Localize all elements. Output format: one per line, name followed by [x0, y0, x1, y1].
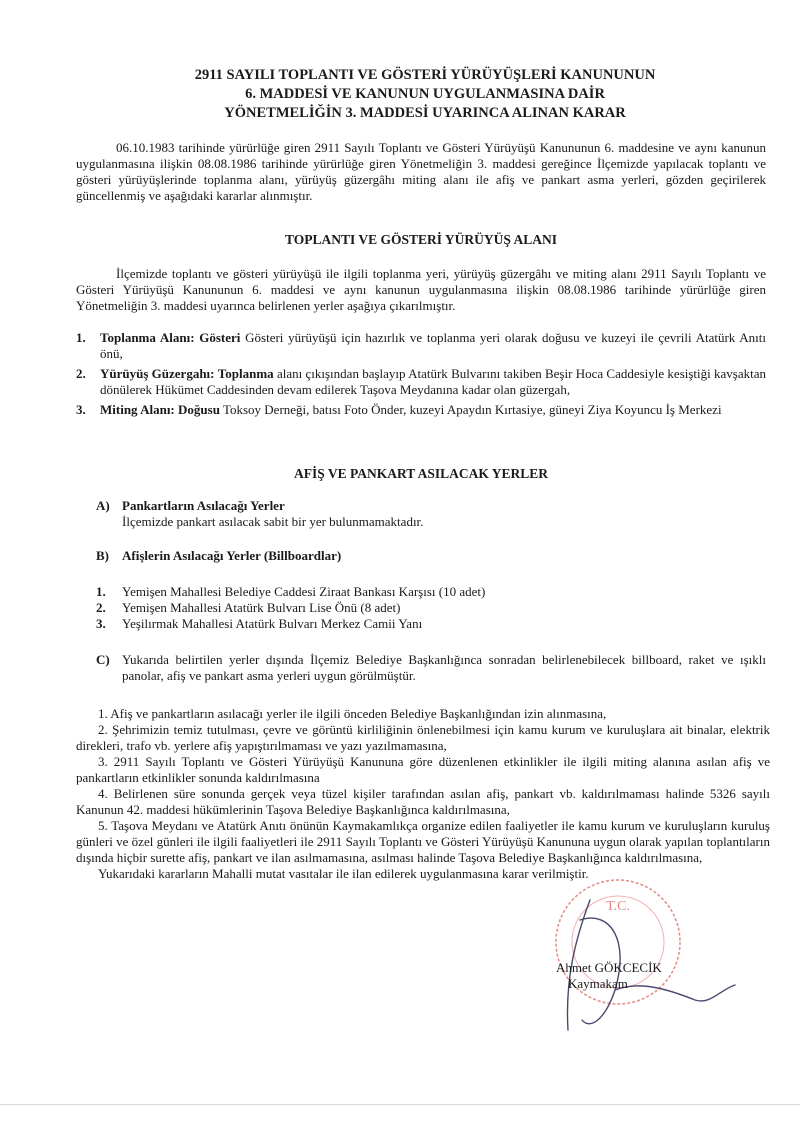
- billboard-number: 2.: [96, 600, 106, 615]
- list-item-text: Gösteri yürüyüşü için hazırlık ve toplanma yeri olarak doğusu ve kuzeyi ile çevrili Atatürk Anıtı önü,: [100, 330, 766, 361]
- section1-heading: TOPLANTI VE GÖSTERİ YÜRÜYÜŞ ALANI: [284, 232, 558, 247]
- billboard-text: Yemişen Mahallesi Belediye Caddesi Ziraat Bankası Karşısı (10 adet): [122, 584, 486, 599]
- rule-item: 3. 2911 Sayılı Toplantı ve Gösteri Yürüyüşü Kanununa göre düzenlenen etkinlikler ile ilgili miting alanına asılan afiş ve pankartların etkinlikler sonunda kaldırılmasına: [76, 754, 770, 785]
- subsection-title: Afişlerin Asılacağı Yerler (Billboardlar): [122, 548, 342, 563]
- subsection-text: İlçemizde pankart asılacak sabit bir yer bulunmamaktadır.: [122, 514, 424, 529]
- closing-statement: Yukarıdaki kararların Mahalli mutat vasıtalar ile ilan edilerek uygulanmasına karar verilmiştir.: [98, 866, 589, 881]
- billboard-list: [96, 584, 766, 632]
- rule-item: 5. Taşova Meydanı ve Atatürk Anıtı önünün Kaymakamlıkça organize edilen faaliyetler ile kamu kurum ve kuruluşların kuruluş günleri ve özel günleri ile ilgili faaliyetleri ile 2911 Sayılı Toplantı ve Gösteri Yürüyüşü Kanununa uygun olarak yapılan toplantıların dışında hiçbir surette afiş, pankart ve ilan asılmamasına, asılması halinde Taşova Belediye Başkanlığınca kaldırılmasına,: [76, 818, 770, 865]
- list-item-lead: Doğusu: [178, 402, 220, 417]
- billboard-item: [96, 616, 766, 632]
- signatory-role: Kaymakam: [568, 976, 628, 991]
- stamp-text: T.C.: [606, 899, 630, 914]
- list-item-text: Toksoy Derneği, batısı Foto Önder, kuzeyi Apaydın Kırtasiye, güneyi Ziya Koyuncu İş Merkezi: [222, 402, 722, 417]
- list-item-label: Toplanma Alanı:: [100, 330, 195, 345]
- rules-list: [76, 706, 770, 882]
- subsection-c: [96, 652, 766, 684]
- list-item-label: Yürüyüş Güzergahı:: [100, 366, 215, 381]
- page-edge-divider: [0, 1104, 800, 1105]
- list-item-text: alanı çıkışından başlayıp Atatürk Bulvarını takiben Beşir Hoca Caddesiyle kesiştiği kavşaktan dönülerek Hükümet Caddesinden devam edilerek Taşova Meydanına kadar olan güzergah,: [100, 366, 767, 397]
- billboard-number: 1.: [96, 584, 106, 599]
- signatory-name: Ahmet GÖKCECİK: [556, 960, 662, 975]
- rule-item: 1. Afiş ve pankartların asılacağı yerler ile ilgili önceden Belediye Başkanlığından izin alınmasına,: [98, 706, 607, 721]
- subsection-letter: C): [96, 652, 110, 667]
- list-item-toplanma: [76, 330, 766, 362]
- section1-list: [76, 330, 766, 420]
- subsection-title: Pankartların Asılacağı Yerler: [122, 498, 285, 513]
- list-item-number: 2.: [76, 366, 86, 381]
- intro-paragraph: 06.10.1983 tarihinde yürürlüğe giren 2911 Sayılı Toplantı ve Gösteri Yürüyüşü Kanununun 6. maddesine ve aynı kanunun uygulanmasına ilişkin 08.08.1986 tarihinde yürürlüğe giren Yönetmeliğin 3. maddesi gereğince İlçemizde yapılacak toplantı ve gösteri yürüyüşlerinde toplanma alanı, yürüyüş güzergâhı miting alanı ile afiş ve pankart asma yerleri, gözden geçirilerek güncellenmiş ve aşağıdaki kararlar alınmıştır.: [76, 140, 766, 203]
- billboard-text: Yeşilırmak Mahallesi Atatürk Bulvarı Merkez Camii Yanı: [122, 616, 423, 631]
- title-line-1: 2911 SAYILI TOPLANTI VE GÖSTERİ YÜRÜYÜŞLERİ KANUNUNUN: [194, 67, 656, 83]
- subsection-a: [96, 498, 766, 530]
- title-line-2: 6. MADDESİ VE KANUNUN UYGULANMASINA DAİR: [245, 86, 605, 102]
- subsection-b: [96, 548, 766, 564]
- section1-intro: İlçemizde toplantı ve gösteri yürüyüşü ile ilgili toplanma yeri, yürüyüş güzergâhı ve miting alanı 2911 Sayılı Toplantı ve Gösteri Yürüyüşü Kanununun 6. maddesi ve aynı kanunun uygulanmasına ilişkin 08.08.1986 tarihinde yürürlüğe giren Yönetmeliğin 3. maddesi uyarınca belirlenen yerler aşağıya çıkarılmıştır.: [76, 266, 766, 313]
- title-line-3: YÖNETMELİĞİN 3. MADDESİ UYARINCA ALINAN KARAR: [224, 105, 626, 121]
- rule-item: 2. Şehrimizin temiz tutulması, çevre ve görüntü kirliliğinin önlenebilmesi için kamu kurum ve kuruluşlara ait binalar, elektrik direkleri, trafo vb. yerlere afiş yapıştırılmaması ve yazı yazılmamasına,: [76, 722, 770, 753]
- billboard-item: [96, 600, 766, 616]
- billboard-text: Yemişen Mahallesi Atatürk Bulvarı Lise Önü (8 adet): [122, 600, 401, 615]
- section2-heading: AFİŞ VE PANKART ASILACAK YERLER: [293, 466, 549, 481]
- list-item-miting: [76, 402, 766, 418]
- subsection-letter: A): [96, 498, 110, 513]
- subsection-letter: B): [96, 548, 109, 563]
- list-item-label: Miting Alanı:: [100, 402, 175, 417]
- list-item-number: 1.: [76, 330, 86, 345]
- signature-block: [556, 960, 716, 992]
- list-item-number: 3.: [76, 402, 86, 417]
- list-item-guzergah: [76, 366, 766, 398]
- document-title: [80, 66, 770, 123]
- rule-item: 4. Belirlenen süre sonunda gerçek veya tüzel kişiler tarafından asılan afiş, pankart vb. kaldırılmaması halinde 5326 sayılı Kanunun 42. maddesi hükümlerinin Taşova Belediye Başkanlığınca kaldırılmasına,: [76, 786, 770, 817]
- billboard-item: [96, 584, 766, 600]
- list-item-lead: Gösteri: [199, 330, 241, 345]
- billboard-number: 3.: [96, 616, 106, 631]
- list-item-lead: Toplanma: [217, 366, 274, 381]
- subsection-text: Yukarıda belirtilen yerler dışında İlçemiz Belediye Başkanlığınca sonradan belirlenebilecek billboard, raket ve ışıklı panolar, afiş ve pankart asma yerleri uygun görülmüştür.: [122, 652, 766, 683]
